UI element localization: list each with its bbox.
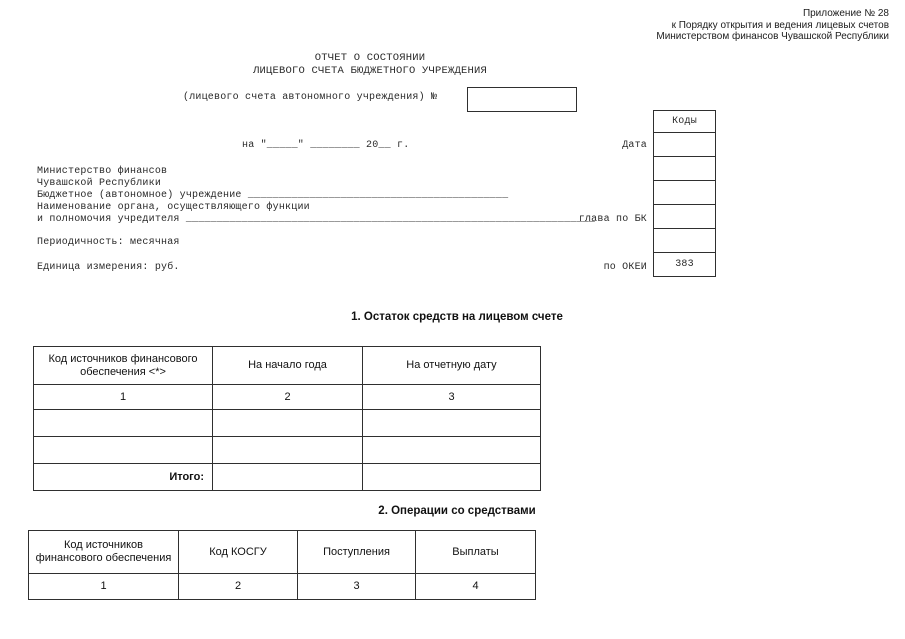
column-number: 1	[34, 385, 213, 410]
operations-table	[28, 530, 536, 600]
column-number: 1	[29, 574, 179, 600]
appendix-note-line-2: к Порядку открытия и ведения лицевых счетов	[671, 19, 889, 31]
section1-heading: 1. Остаток средств на лицевом счете	[351, 311, 563, 323]
unit-line: Единица измерения: руб.	[37, 262, 180, 273]
column-number: 2	[179, 574, 298, 600]
org-line-republic: Чувашской Республики	[37, 178, 162, 189]
balance-table	[33, 346, 541, 491]
table-cell-empty[interactable]	[363, 410, 541, 437]
table-row	[34, 410, 541, 437]
table-cell-empty[interactable]	[213, 410, 363, 437]
total-label: Итого:	[34, 464, 213, 491]
column-number-row	[34, 385, 541, 410]
report-date-line: на "_____" ________ 20__ г.	[242, 140, 410, 151]
periodicity-line: Периодичность: месячная	[37, 237, 180, 248]
report-title	[110, 52, 630, 78]
report-title-line-1: ОТЧЕТ О СОСТОЯНИИ	[314, 52, 426, 64]
table-header-row	[29, 531, 536, 574]
code-box-glava-bk[interactable]	[653, 204, 716, 229]
code-box-date[interactable]	[653, 132, 716, 157]
table-cell-empty[interactable]	[34, 437, 213, 464]
column-number-row	[29, 574, 536, 600]
code-box-5[interactable]	[653, 228, 716, 253]
column-header-receipts: Поступления	[298, 531, 416, 574]
codes-header: Коды	[653, 110, 716, 133]
code-label-glava-bk: глава по БК	[578, 214, 647, 225]
table-cell-empty[interactable]	[213, 437, 363, 464]
section2-heading: 2. Операции со средствами	[378, 505, 536, 517]
code-label-date: Дата	[622, 140, 647, 151]
table-row	[34, 437, 541, 464]
code-box-2[interactable]	[653, 156, 716, 181]
column-header-year-start: На начало года	[213, 347, 363, 385]
org-line-institution: Бюджетное (автономное) учреждение __________________________________________	[37, 190, 509, 201]
column-header-kosgu: Код КОСГУ	[179, 531, 298, 574]
account-number-box[interactable]	[467, 87, 577, 112]
org-line-founder-powers: и полномочия учредителя __________________________________________________________________	[37, 214, 596, 225]
column-header-report-date: На отчетную дату	[363, 347, 541, 385]
column-number: 3	[298, 574, 416, 600]
account-number-label: (лицевого счета автономного учреждения) №	[183, 92, 438, 103]
column-header-funding-source: Код источников финансового обеспечения	[29, 531, 179, 574]
table-header-row	[34, 347, 541, 385]
table-cell-empty[interactable]	[34, 410, 213, 437]
appendix-note-line-1: Приложение № 28	[802, 8, 889, 19]
org-line-founder-body: Наименование органа, осуществляющего функции	[37, 202, 310, 213]
org-line-ministry: Министерство финансов	[37, 166, 168, 177]
code-label-okei: по ОКЕИ	[603, 262, 647, 273]
column-number: 3	[363, 385, 541, 410]
report-title-line-2: ЛИЦЕВОГО СЧЕТА БЮДЖЕТНОГО УЧРЕЖДЕНИЯ	[252, 65, 488, 77]
column-number: 2	[213, 385, 363, 410]
column-number: 4	[416, 574, 536, 600]
code-box-okei: 383	[653, 252, 716, 277]
column-header-funding-source: Код источников финансового обеспечения <*>	[34, 347, 213, 385]
column-header-payments: Выплаты	[416, 531, 536, 574]
total-row	[34, 464, 541, 491]
code-box-3[interactable]	[653, 180, 716, 205]
appendix-note-line-3: Министерством финансов Чувашской Республики	[656, 31, 889, 42]
table-cell-empty[interactable]	[363, 437, 541, 464]
appendix-note	[656, 8, 889, 43]
table-cell-empty[interactable]	[363, 464, 541, 491]
table-cell-empty[interactable]	[213, 464, 363, 491]
codes-panel	[653, 110, 716, 277]
